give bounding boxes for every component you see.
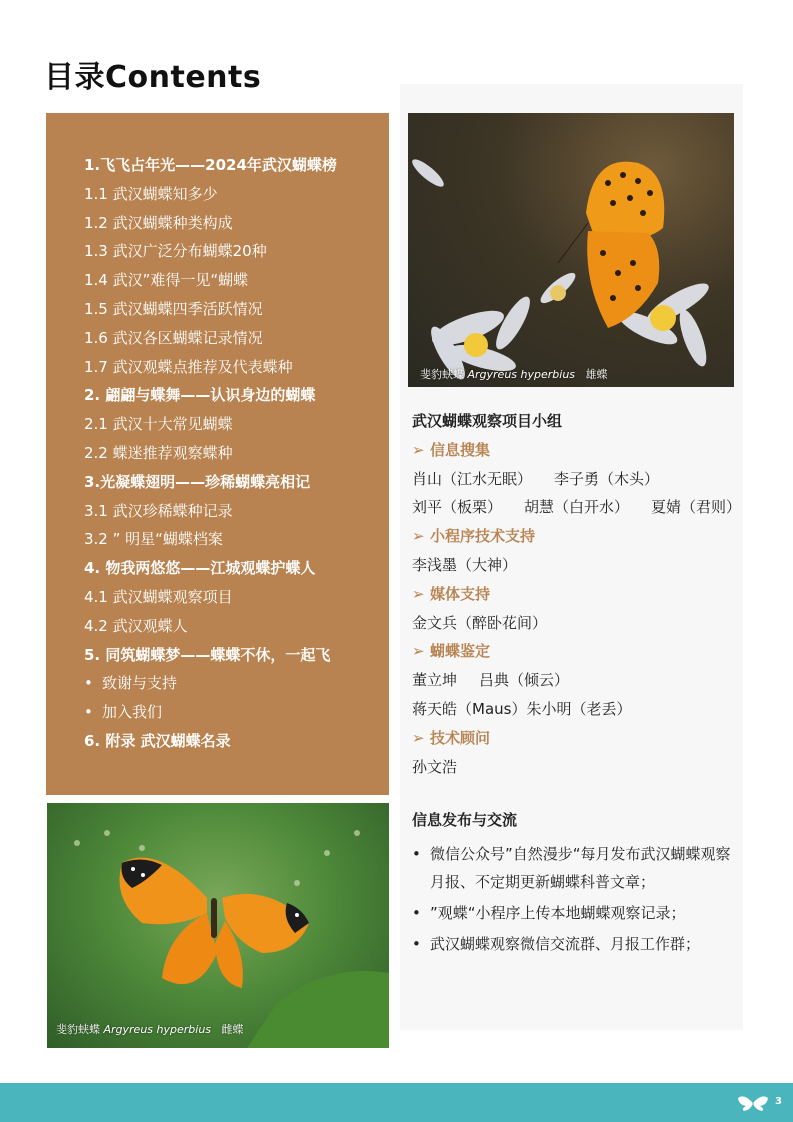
toc-item-label: 3.1 武汉珍稀蝶种记录 <box>84 501 233 520</box>
toc-item-label: 1.3 武汉广泛分布蝴蝶20种 <box>84 242 267 261</box>
team-member-name: 肖山（江水无眠） <box>412 469 533 488</box>
toc-item <box>84 554 337 583</box>
bullet-icon: • <box>412 935 421 953</box>
table-of-contents <box>46 113 389 795</box>
toc-item-label: 致谢与支持 <box>102 674 178 693</box>
team-role <box>412 637 742 666</box>
toc-item <box>84 237 337 266</box>
team-member-name: 孙文浩 <box>412 757 458 776</box>
toc-item <box>84 698 337 727</box>
page-number: 3 <box>775 1096 782 1107</box>
toc-item-label: 3.2 ” 明星“蝴蝶档案 <box>84 530 223 549</box>
team-role-title: 小程序技术支持 <box>430 527 536 546</box>
bullet-icon: • <box>412 904 421 922</box>
female-butterfly-photo <box>47 803 389 1048</box>
toc-item <box>84 266 337 295</box>
team-role-title: 蝴蝶鉴定 <box>430 642 491 661</box>
toc-item-label: 1.1 武汉蝴蝶知多少 <box>84 184 218 203</box>
toc-item <box>84 410 337 439</box>
toc-item-label: 1.4 武汉”难得一见“蝴蝶 <box>84 271 249 290</box>
toc-item-label: 5. 同筑蝴蝶梦——蝶蝶不休，一起飞 <box>84 645 331 664</box>
male-butterfly-illustration <box>408 113 734 387</box>
project-team <box>412 407 742 781</box>
team-member-name: 刘平（板栗） <box>412 498 503 517</box>
team-members-line <box>412 551 742 580</box>
toc-item-label: 4.2 武汉观蝶人 <box>84 616 188 635</box>
bullet-icon: • <box>412 845 421 863</box>
toc-item <box>84 468 337 497</box>
toc-item-label: 1.2 武汉蝴蝶种类构成 <box>84 213 233 232</box>
toc-item-label: 2.1 武汉十大常见蝴蝶 <box>84 415 233 434</box>
toc-item <box>84 641 337 670</box>
toc-item-label: 1.飞飞占年光——2024年武汉蝴蝶榜 <box>84 156 337 174</box>
team-member-name: 李子勇（木头） <box>554 469 660 488</box>
team-role <box>412 522 742 551</box>
toc-item-label: 1.6 武汉各区蝴蝶记录情况 <box>84 328 263 347</box>
toc-item <box>84 151 337 180</box>
team-member-name: 夏婧（君则） <box>651 498 742 517</box>
male-photo-caption: 斐豹蛱蝶 Argyreus hyperbius 雄蝶 <box>420 368 608 381</box>
info-list <box>412 840 742 958</box>
toc-item-label: 1.7 武汉观蝶点推荐及代表蝶种 <box>84 357 293 376</box>
female-butterfly-illustration <box>47 803 389 1048</box>
toc-item <box>84 727 337 756</box>
team-member-name: 吕典（倾云） <box>479 671 570 690</box>
female-photo-caption: 斐豹蛱蝶 Argyreus hyperbius 雌蝶 <box>56 1023 244 1036</box>
toc-item-label: 2. 翩翩与蝶舞——认识身边的蝴蝶 <box>84 386 316 405</box>
team-members-line <box>412 465 742 494</box>
team-member-name: 蒋天皓（Maus）朱小明（老丢） <box>412 699 632 718</box>
toc-item-label: 6. 附录 武汉蝴蝶名录 <box>84 731 231 750</box>
toc-item <box>84 583 337 612</box>
info-item <box>412 840 742 896</box>
info-item-text: ”观蝶“小程序上传本地蝴蝶观察记录； <box>430 904 686 922</box>
arrow-icon: ➢ <box>412 584 425 603</box>
team-roles <box>412 436 742 782</box>
footer-bar <box>0 1083 793 1122</box>
team-members-line <box>412 609 742 638</box>
toc-item-label: 1.5 武汉蝴蝶四季活跃情况 <box>84 299 263 318</box>
team-role <box>412 724 742 753</box>
toc-item <box>84 669 337 698</box>
toc-item-label: 加入我们 <box>102 703 163 722</box>
team-role-title: 技术顾问 <box>430 728 491 747</box>
team-heading: 武汉蝴蝶观察项目小组 <box>412 412 563 430</box>
team-role-title: 媒体支持 <box>430 584 491 603</box>
toc-item <box>84 353 337 382</box>
toc-item <box>84 180 337 209</box>
toc-item-label: 2.2 蝶迷推荐观察蝶种 <box>84 443 233 462</box>
toc-item <box>84 324 337 353</box>
team-members-line <box>412 753 742 782</box>
bullet-icon: • <box>84 674 93 693</box>
arrow-icon: ➢ <box>412 440 425 459</box>
team-role-title: 信息搜集 <box>430 440 491 459</box>
team-member-name: 李浅墨（大神） <box>412 555 518 574</box>
toc-item <box>84 525 337 554</box>
info-item <box>412 899 742 927</box>
team-role <box>412 436 742 465</box>
toc-item <box>84 209 337 238</box>
team-members-line <box>412 493 742 522</box>
info-release <box>412 806 742 961</box>
info-item-text: 微信公众号”自然漫步“每月发布武汉蝴蝶观察月报、不定期更新蝴蝶科普文章； <box>430 845 731 891</box>
team-members-line <box>412 695 742 724</box>
arrow-icon: ➢ <box>412 642 425 661</box>
team-role <box>412 580 742 609</box>
toc-list <box>84 151 337 756</box>
arrow-icon: ➢ <box>412 728 425 747</box>
toc-item <box>84 381 337 410</box>
bullet-icon: • <box>84 703 93 722</box>
info-heading: 信息发布与交流 <box>412 811 518 829</box>
toc-item <box>84 612 337 641</box>
team-member-name: 胡慧（白开水） <box>524 498 630 517</box>
toc-item <box>84 439 337 468</box>
toc-item-label: 4.1 武汉蝴蝶观察项目 <box>84 587 233 606</box>
toc-item <box>84 497 337 526</box>
page-title: 目录Contents <box>44 60 262 95</box>
toc-item-label: 3.光凝蝶翅明——珍稀蝴蝶亮相记 <box>84 472 311 491</box>
team-member-name: 董立坤 <box>412 671 458 690</box>
team-member-name: 金文兵（醉卧花间） <box>412 613 548 632</box>
info-item <box>412 930 742 958</box>
team-members-line <box>412 666 742 695</box>
toc-item-label: 4. 物我两悠悠——江城观蝶护蝶人 <box>84 559 316 578</box>
male-butterfly-photo <box>408 113 734 387</box>
arrow-icon: ➢ <box>412 527 425 546</box>
toc-item <box>84 295 337 324</box>
butterfly-logo-icon <box>736 1095 770 1111</box>
info-item-text: 武汉蝴蝶观察微信交流群、月报工作群； <box>430 935 701 953</box>
